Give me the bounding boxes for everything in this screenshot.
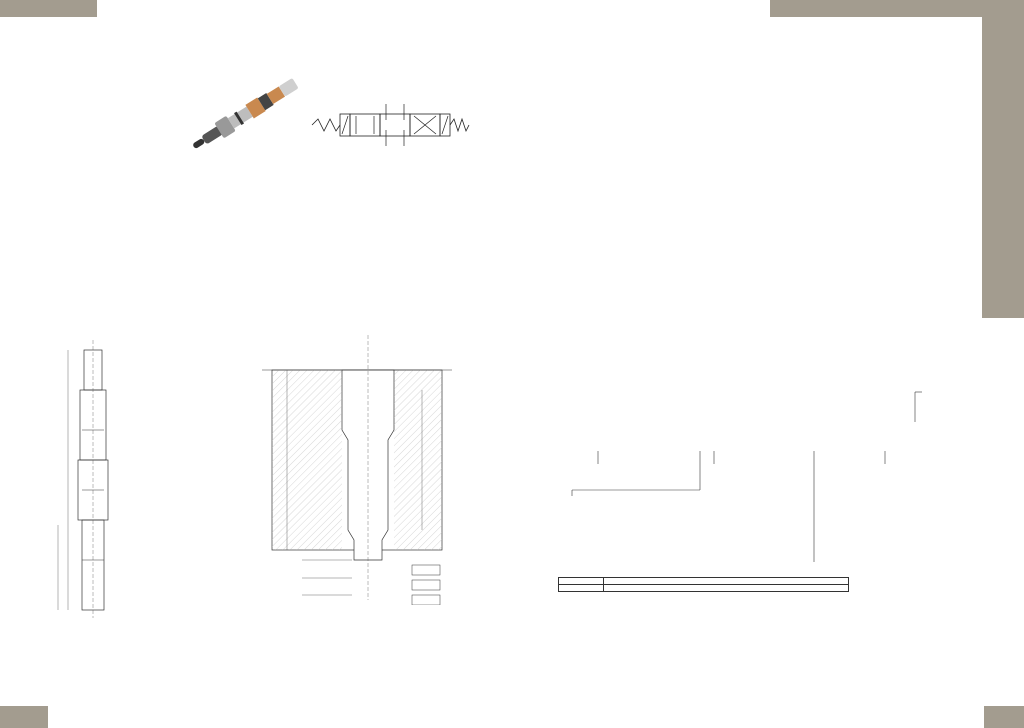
top-tab-left bbox=[0, 0, 97, 17]
right-page bbox=[512, 0, 1024, 728]
page-number-right bbox=[984, 706, 1024, 728]
cavity-drawing bbox=[262, 330, 462, 605]
cross-section-drawing bbox=[46, 330, 196, 620]
override-col-model bbox=[559, 578, 604, 585]
override-row-type bbox=[604, 585, 849, 592]
hydraulic-symbol-diagram bbox=[310, 100, 470, 150]
override-col-type bbox=[604, 578, 849, 585]
side-tab bbox=[982, 0, 1024, 318]
override-row-code bbox=[559, 585, 604, 592]
ordering-code-leaders bbox=[512, 380, 1024, 590]
manual-override-table bbox=[558, 577, 849, 592]
valve-product-image bbox=[176, 62, 326, 162]
page-number-left bbox=[0, 706, 48, 728]
